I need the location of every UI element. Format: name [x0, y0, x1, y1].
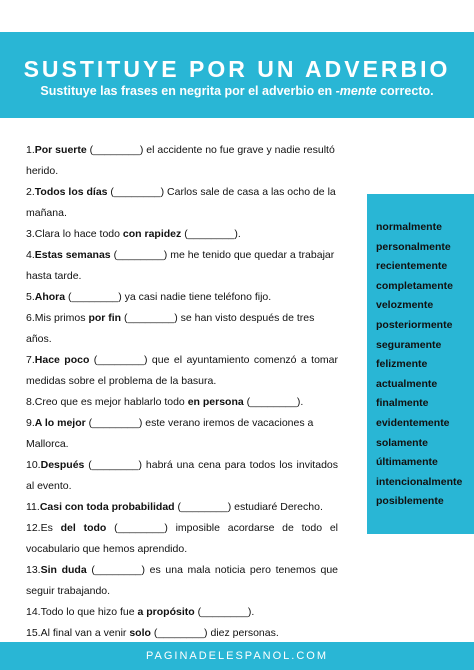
exercise-text-after: estudiaré Derecho. [231, 501, 323, 513]
exercise-text-after: habrá una cena para todos los invitados al evento. [26, 459, 338, 492]
exercise-bold-phrase: Por suerte [34, 144, 87, 156]
word-bank-item: evidentemente [376, 416, 450, 429]
answer-blank[interactable]: (________) [68, 291, 122, 303]
exercise-item [26, 308, 338, 350]
exercise-number: 14. [26, 606, 41, 618]
exercise-bold-phrase: en persona [187, 396, 244, 408]
answer-blank[interactable]: (________) [110, 186, 165, 198]
exercise-bold-phrase: Después [40, 459, 85, 471]
exercise-number: 7. [26, 354, 35, 366]
exercise-number: 12. [26, 522, 41, 534]
exercise-bold-phrase: solo [129, 627, 151, 639]
exercise-number: 4. [26, 249, 35, 261]
exercise-text-after: . [251, 606, 255, 618]
subtitle-text: Sustituye las frases en negrita por el adverbio en [40, 84, 336, 98]
answer-blank[interactable]: (________) [246, 396, 301, 408]
answer-blank[interactable]: (________) [114, 522, 168, 534]
exercise-text-before: Clara lo hace todo [34, 228, 123, 240]
answer-blank[interactable]: (________) [88, 459, 143, 471]
exercise-number: 11. [26, 501, 40, 513]
exercise-item [26, 224, 338, 245]
word-bank-item: seguramente [376, 338, 442, 351]
exercise-text-before: Creo que es mejor hablarlo todo [34, 396, 188, 408]
exercise-item [26, 623, 338, 644]
exercise-item [26, 413, 338, 455]
answer-blank[interactable]: (________) [113, 249, 168, 261]
exercise-list [26, 140, 338, 644]
answer-blank[interactable]: (________) [177, 501, 232, 513]
exercise-item [26, 392, 338, 413]
exercise-text-after: se han visto después de tres años. [26, 312, 315, 345]
exercise-text-after: que el ayuntamiento comenzó a tomar medidas sobre el problema de la basura. [26, 354, 339, 387]
exercise-number: 10. [26, 459, 41, 471]
exercise-number: 6. [26, 312, 35, 324]
word-bank-item: velozmente [376, 299, 434, 312]
exercise-text-after: diez personas. [207, 627, 279, 639]
answer-blank[interactable]: (________) [89, 144, 144, 156]
word-bank-item: solamente [376, 436, 428, 449]
word-bank-item: felizmente [376, 358, 428, 371]
exercise-number: 13. [26, 564, 41, 576]
subtitle-text-end: correcto. [376, 84, 434, 98]
exercise-bold-phrase: Casi con toda probabilidad [39, 501, 175, 513]
exercise-item [26, 245, 338, 287]
exercise-number: 15. [26, 627, 41, 639]
exercise-text-before: Al final van a venir [40, 627, 130, 639]
word-bank-item: completamente [376, 279, 454, 292]
word-bank-item: actualmente [376, 377, 438, 390]
exercise-bold-phrase: Hace poco [34, 354, 90, 366]
exercise-bold-phrase: con rapidez [122, 228, 182, 240]
exercise-text-after: me he tenido que quedar a trabajar hasta tarde. [26, 249, 335, 282]
exercise-space [106, 522, 114, 534]
exercise-number: 9. [26, 417, 35, 429]
exercise-bold-phrase: A lo mejor [34, 417, 86, 429]
exercise-text-after: ya casi nadie tiene teléfono fijo. [121, 291, 272, 303]
exercise-text-after: . [300, 396, 304, 408]
exercise-item [26, 455, 338, 497]
exercise-number: 8. [26, 396, 35, 408]
exercise-item [26, 602, 338, 623]
exercise-text-before: Todo lo que hizo fue [40, 606, 138, 618]
exercise-item [26, 350, 338, 392]
subtitle-emphasis: -mente [335, 84, 377, 98]
exercise-bold-phrase: Sin duda [40, 564, 87, 576]
page-title: SUSTITUYE POR UN ADVERBIO [23, 56, 451, 82]
exercise-bold-phrase: por fin [88, 312, 122, 324]
exercise-number: 3. [26, 228, 35, 240]
word-bank-item: normalmente [376, 221, 442, 233]
exercise-text-before: Mis primos [34, 312, 89, 324]
exercise-item [26, 518, 338, 560]
word-bank-item: recientemente [376, 260, 448, 273]
answer-blank[interactable]: (________) [93, 354, 148, 366]
exercise-text-after: . [237, 228, 241, 240]
answer-blank[interactable]: (________) [124, 312, 178, 324]
exercise-text-after: este verano iremos de vacaciones a Mallorca. [26, 417, 314, 450]
answer-blank[interactable]: (________) [197, 606, 252, 618]
exercise-item [26, 140, 338, 182]
exercise-bold-phrase: del todo [60, 522, 107, 534]
exercise-bold-phrase: Ahora [34, 291, 66, 303]
answer-blank[interactable]: (________) [153, 627, 208, 639]
exercise-item [26, 497, 338, 518]
word-bank-item: intencionalmente [376, 475, 463, 488]
footer-website: PAGINADELESPANOL.COM [145, 650, 329, 662]
exercise-bold-phrase: Todos los días [34, 186, 108, 198]
answer-blank[interactable]: (________) [88, 417, 143, 429]
exercise-text-after: el accidente no fue grave y nadie resultó herido. [26, 144, 335, 177]
word-bank-list [376, 218, 462, 512]
exercise-item [26, 182, 338, 224]
exercise-item [26, 287, 338, 308]
answer-blank[interactable]: (________) [91, 564, 146, 576]
word-bank-item: personalmente [376, 240, 451, 253]
exercise-bold-phrase: Estas semanas [34, 249, 111, 261]
page-subtitle [0, 84, 474, 98]
word-bank-item: posiblemente [376, 495, 444, 508]
word-bank-item: posteriormente [376, 318, 453, 331]
exercise-text-after: Carlos sale de casa a las ocho de la mañana. [26, 186, 336, 219]
exercise-number: 5. [26, 291, 35, 303]
word-bank-item: finalmente [376, 397, 429, 410]
exercise-number: 2. [26, 186, 35, 198]
word-bank-item: últimamente [376, 456, 438, 469]
exercise-text-before: Es [40, 522, 61, 534]
exercise-text-after: imposible acordarse de todo el vocabulario que hemos aprendido. [26, 522, 339, 555]
exercise-text-after: es una mala noticia pero tenemos que seguir trabajando. [26, 564, 338, 597]
exercise-bold-phrase: a propósito [137, 606, 195, 618]
answer-blank[interactable]: (________) [184, 228, 238, 240]
exercise-number: 1. [26, 144, 35, 156]
exercise-item [26, 560, 338, 602]
